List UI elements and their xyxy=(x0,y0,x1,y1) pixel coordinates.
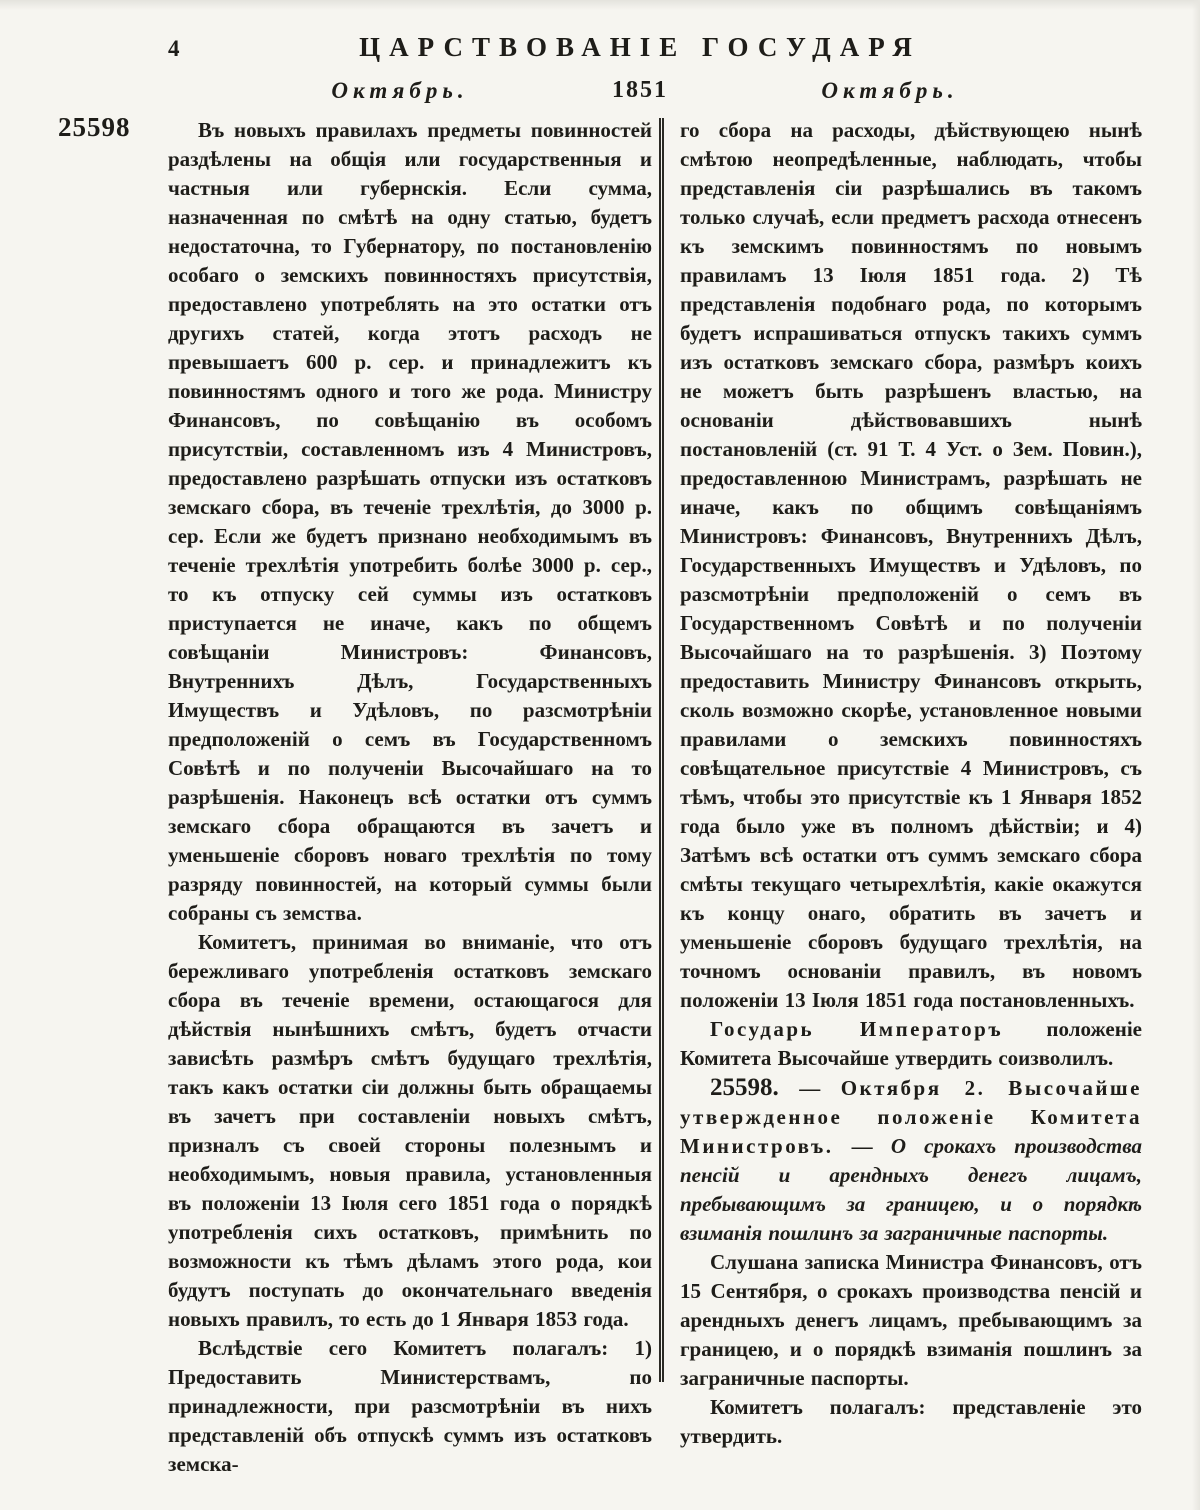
scan-edge-top xyxy=(0,0,1200,10)
subheader-month-right: Октябрь. xyxy=(821,78,959,103)
column-divider-rule xyxy=(659,118,664,1382)
left-column xyxy=(168,116,652,1479)
subheader-year: 1851 xyxy=(612,77,668,103)
subheader-month-left: Октябрь. xyxy=(331,78,469,103)
entry-separator: — xyxy=(851,1134,873,1158)
sovereign-approval-line xyxy=(680,1015,1142,1073)
entry-margin-number: 25598 xyxy=(58,112,131,142)
page-number: 4 xyxy=(168,36,180,61)
sovereign-title-spaced: Государь Императоръ xyxy=(710,1017,1004,1041)
entry-heading xyxy=(680,1073,1142,1248)
right-column xyxy=(680,116,1142,1451)
entry-number: 25598. xyxy=(710,1074,779,1101)
paragraph: Въ новыхъ правилахъ предметы повинностей раздѣлены на общія или государственныя и частныя или губернскія. Если сумма, назначенная по смѣтѣ на одну статью, будетъ недостаточна, то Губернатору, по постановленію особаго о земскихъ повинностяхъ присутствія, предоставлено употреблять на это остатки отъ другихъ статей, когда этотъ расходъ не превышаетъ 600 р. сер. и принадлежитъ къ повинностямъ одного и того же рода. Министру Финансовъ, по совѣщанію въ особомъ присутствіи, составленномъ изъ 4 Министровъ, предоставлено разрѣшать отпуски изъ остатковъ земскаго сбора, въ теченіе трехлѣтія, до 3000 р. сер. Если же будетъ признано необходимымъ въ теченіе трехлѣтія употребить болѣе 3000 р. сер., то къ отпуску сей суммы изъ остатковъ приступается не иначе, какъ по общемъ совѣщаніи Министровъ: Финансовъ, Внутреннихъ Дѣлъ, Государственныхъ Имуществъ и Удѣловъ, по разсмотрѣніи предположеній о семъ въ Государственномъ Совѣтѣ и по полученіи Высочайшаго на то разрѣшенія. Наконецъ всѣ остатки отъ суммъ земскаго сбора обращаются въ зачетъ и уменьшеніе сборовъ новаго трехлѣтія по тому разряду повинностей, на который суммы были собраны съ земства. xyxy=(168,118,652,925)
entry-title-italic: О срокахъ производства пенсій и арендныхъ денегъ лицамъ, пребывающимъ за границею, и о порядкѣ взиманія пошлинъ за заграничные паспорты. xyxy=(680,1134,1143,1245)
entry-separator: — xyxy=(799,1076,821,1100)
entry-heading-spaced: Октября 2. Высочайше утвержденное положеніе Комитета Министровъ. xyxy=(680,1076,1142,1158)
paragraph: Слушана записка Министра Финансовъ, отъ 15 Сентября, о срокахъ производства пенсій и арендныхъ денегъ лицамъ, пребывающимъ за границею, и о порядкѣ взиманія пошлинъ за заграничные паспорты. xyxy=(680,1250,1142,1390)
sovereign-rest: положеніе Комитета Высочайше утвердить соизволилъ. xyxy=(680,1017,1142,1070)
paragraph: Комитетъ, принимая во вниманіе, что отъ бережливаго употребленія остатковъ земскаго сбора въ теченіе времени, остающагося для дѣйствія нынѣшнихъ смѣтъ, будетъ отчасти зависѣть размѣръ смѣтъ будущаго трехлѣтія, такъ какъ остатки сіи должны быть обращаемы въ зачетъ при составленіи новыхъ смѣтъ, призналъ съ своей стороны полезнымъ и необходимымъ, новыя правила, установленныя въ положеніи 13 Іюля сего 1851 года о порядкѣ употребленія сихъ остатковъ, примѣнить по возможности къ тѣмъ дѣламъ этого рода, кои будутъ поступать до окончательнаго введенія новыхъ правилъ, то есть до 1 Января 1853 года. xyxy=(168,930,652,1331)
paragraph-continuation: го сбора на расходы, дѣйствующею нынѣ смѣтою неопредѣленные, наблюдать, чтобы представленія сіи разрѣшались въ такомъ только случаѣ, если предметъ расхода отнесенъ къ земскимъ повинностямъ по новымъ правиламъ 13 Іюля 1851 года. 2) Тѣ представленія подобнаго рода, по которымъ будетъ испрашиваться отпускъ такихъ суммъ изъ остатковъ земскаго сбора, размѣръ коихъ не можетъ быть разрѣшенъ властью, на основаніи дѣйствовавшихъ нынѣ постановленій (ст. 91 Т. 4 Уст. о Зем. Повин.), предоставленною Министрамъ, разрѣшать не иначе, какъ по общимъ совѣщаніямъ Министровъ: Финансовъ, Внутреннихъ Дѣлъ, Государственныхъ Имуществъ и Удѣловъ, по разсмотрѣніи предположеній о семъ въ Государственномъ Совѣтѣ и по полученіи Высочайшаго на то разрѣшенія. 3) Поэтому предоставить Министру Финансовъ открыть, сколь возможно скорѣе, установленное новыми правилами о земскихъ повинностяхъ совѣщательное присутствіе 4 Министровъ, съ тѣмъ, чтобы это присутствіе къ 1 Января 1852 года было уже въ полномъ дѣйствіи; и 4) Затѣмъ всѣ остатки отъ суммъ земскаго сбора смѣты текущаго четырехлѣтія, какіе окажутся къ концу онаго, обратить въ зачетъ и уменьшеніе сборовъ будущаго трехлѣтія, на точномъ основаніи правилъ, въ новомъ положеніи 13 Іюля 1851 года постановленныхъ. xyxy=(680,118,1142,1012)
scan-edge-right xyxy=(1192,0,1200,1510)
running-header-title: ЦАРСТВОВАНІЕ ГОСУДАРЯ xyxy=(359,32,921,62)
paragraph: Комитетъ полагалъ: представленіе это утвердить. xyxy=(680,1395,1142,1448)
paragraph: Вслѣдствіе сего Комитетъ полагалъ: 1) Предоставить Министерствамъ, по принадлежности, при разсмотрѣніи въ нихъ представленій объ отпускѣ суммъ изъ остатковъ земска- xyxy=(168,1336,652,1476)
